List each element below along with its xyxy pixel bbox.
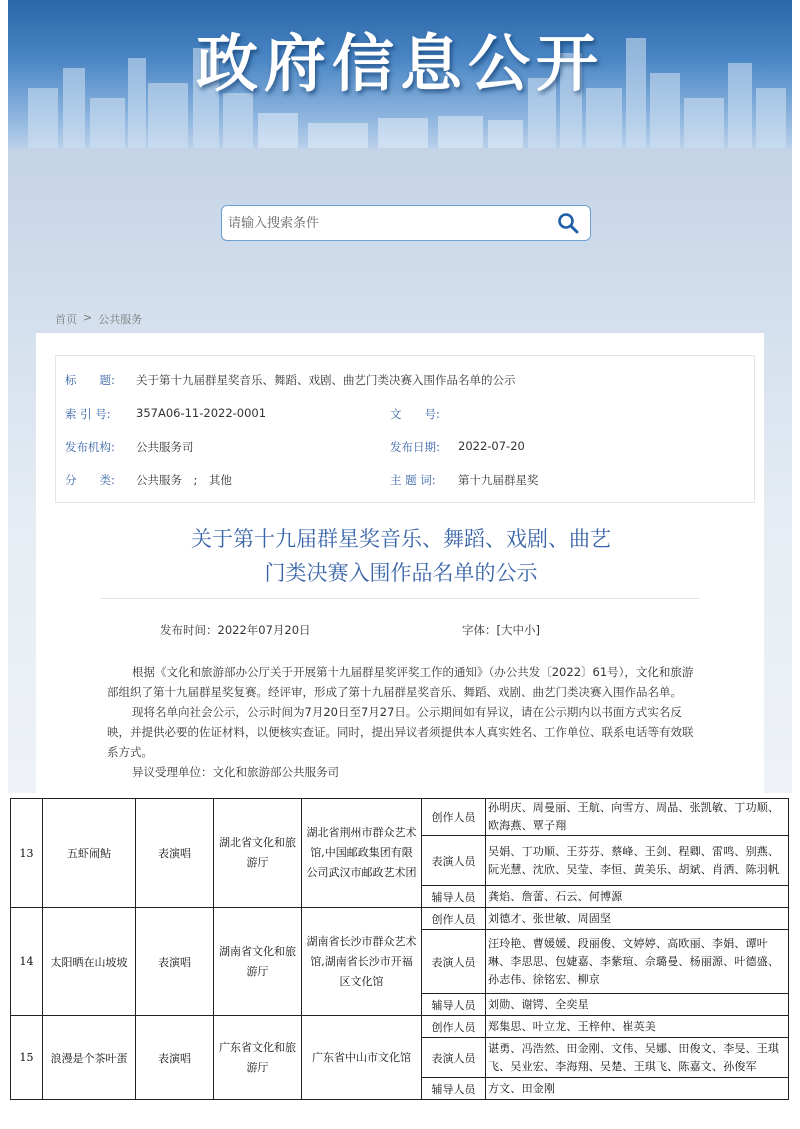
article-body [107, 662, 701, 782]
breadcrumb [55, 311, 142, 327]
document-info-box [55, 355, 755, 503]
paragraph-2: 现将名单向社会公示，公示时间为7月20日至7月27日。公示期间如有异议，请在公示期内以书面方式实名反映，并提供必要的佐证材料，以便核实查证。同时，提出异议者须提供本人真实姓名、工作单位、联系电话等有效联系方式。 [107, 705, 694, 759]
banner [8, 0, 792, 148]
title-label: 标 题: [65, 373, 115, 387]
article-title [56, 522, 746, 590]
role-label: 创作人员 [422, 908, 486, 930]
search-bar [221, 205, 591, 241]
creator-names: 刘德才、张世敏、周固坚 [486, 908, 789, 930]
category-value: 公共服务 ; 其他 [136, 473, 232, 487]
breadcrumb-current[interactable]: 公共服务 [98, 313, 143, 326]
index-label: 索 引 号: [65, 407, 111, 421]
font-size-control[interactable]: 字体：[大中小] [462, 623, 540, 637]
banner-title: 政府信息公开 [195, 27, 604, 100]
role-label: 创作人员 [422, 799, 486, 836]
coach-names: 龚焰、詹蕾、石云、何博源 [486, 886, 789, 908]
role-label: 表演人员 [422, 930, 486, 994]
table-row [11, 908, 789, 930]
coach-names: 方文、田金刚 [486, 1078, 789, 1100]
date-value: 2022-07-20 [458, 439, 525, 453]
search-button[interactable] [546, 206, 590, 240]
entry-number: 13 [11, 799, 43, 908]
title-divider [100, 598, 700, 599]
role-label: 辅导人员 [422, 1078, 486, 1100]
recommending-unit: 广东省文化和旅游厅 [214, 1016, 302, 1100]
work-category: 表演唱 [136, 799, 214, 908]
performing-unit: 湖南省长沙市群众艺术馆,湖南省长沙市开福区文化馆 [302, 908, 422, 1016]
index-value: 357A06-11-2022-0001 [136, 406, 267, 420]
recommending-unit: 湖北省文化和旅游厅 [214, 799, 302, 908]
entry-number: 15 [11, 1016, 43, 1100]
article-title-line2: 门类决赛入围作品名单的公示 [264, 561, 538, 585]
table-row [11, 799, 789, 836]
performer-names: 吴娟、丁功顺、王芬芬、蔡峰、王剑、程卿、雷鸣、别燕、阮光慧、沈欣、吴莹、李恒、黄美乐、胡斌、肖洒、陈羽帆 [486, 836, 789, 886]
creator-names: 孙明庆、周曼丽、王航、向雪方、周晶、张凯敏、丁功顺、欧海燕、覃子翔 [486, 799, 789, 836]
work-category: 表演唱 [136, 1016, 214, 1100]
role-label: 表演人员 [422, 836, 486, 886]
work-title: 五虾闹鲇 [43, 799, 136, 908]
doc-number-label: 文 号: [390, 407, 440, 421]
org-value: 公共服务司 [136, 440, 194, 454]
performer-names: 汪玲艳、曹媛媛、段丽俊、文婷婷、高欧丽、李娟、谭叶琳、李思思、包婕嘉、李紫瑄、佘璐曼、杨丽源、叶德盛、孙志伟、徐铭宏、柳京 [486, 930, 789, 994]
breadcrumb-home[interactable]: 首页 [55, 313, 77, 326]
performer-names: 谌勇、冯浩然、田金刚、文伟、吴娜、田俊文、李旻、王琪飞、吴业宏、李海翔、吴楚、王琪飞、陈嘉文、孙俊军 [486, 1038, 789, 1078]
org-label: 发布机构: [65, 440, 115, 454]
work-title: 太阳晒在山坡坡 [43, 908, 136, 1016]
category-label: 分 类: [65, 473, 115, 487]
paragraph-3: 异议受理单位：文化和旅游部公共服务司 [132, 765, 339, 779]
work-category: 表演唱 [136, 908, 214, 1016]
creator-names: 郑集思、叶立龙、王梓仲、崔英美 [486, 1016, 789, 1038]
performing-unit: 湖北省荆州市群众艺术馆,中国邮政集团有限公司武汉市邮政艺术团 [302, 799, 422, 908]
performing-unit: 广东省中山市文化馆 [302, 1016, 422, 1100]
recommending-unit: 湖南省文化和旅游厅 [214, 908, 302, 1016]
coach-names: 刘勋、谢锷、全奕星 [486, 994, 789, 1016]
date-label: 发布日期: [390, 440, 440, 454]
title-value: 关于第十九届群星奖音乐、舞蹈、戏剧、曲艺门类决赛入围作品名单的公示 [136, 373, 516, 387]
role-label: 表演人员 [422, 1038, 486, 1078]
publish-time: 发布时间：2022年07月20日 [160, 623, 311, 637]
work-title: 浪漫是个茶叶蛋 [43, 1016, 136, 1100]
table-row [11, 1016, 789, 1038]
entry-number: 14 [11, 908, 43, 1016]
role-label: 辅导人员 [422, 886, 486, 908]
search-input[interactable] [222, 206, 546, 240]
topic-value: 第十九届群星奖 [458, 473, 539, 487]
search-icon [557, 212, 579, 234]
role-label: 创作人员 [422, 1016, 486, 1038]
nominees-table [10, 798, 789, 1100]
article-title-line1: 关于第十九届群星奖音乐、舞蹈、戏剧、曲艺 [191, 527, 611, 551]
topic-label: 主 题 词: [390, 473, 436, 487]
paragraph-1: 根据《文化和旅游部办公厅关于开展第十九届群星奖评奖工作的通知》（办公共发〔2022〕61号），文化和旅游部组织了第十九届群星奖复赛。经评审，形成了第十九届群星奖音乐、舞蹈、戏剧、曲艺门类决赛入围作品名单。 [107, 665, 694, 699]
role-label: 辅导人员 [422, 994, 486, 1016]
breadcrumb-separator: > [83, 311, 93, 324]
